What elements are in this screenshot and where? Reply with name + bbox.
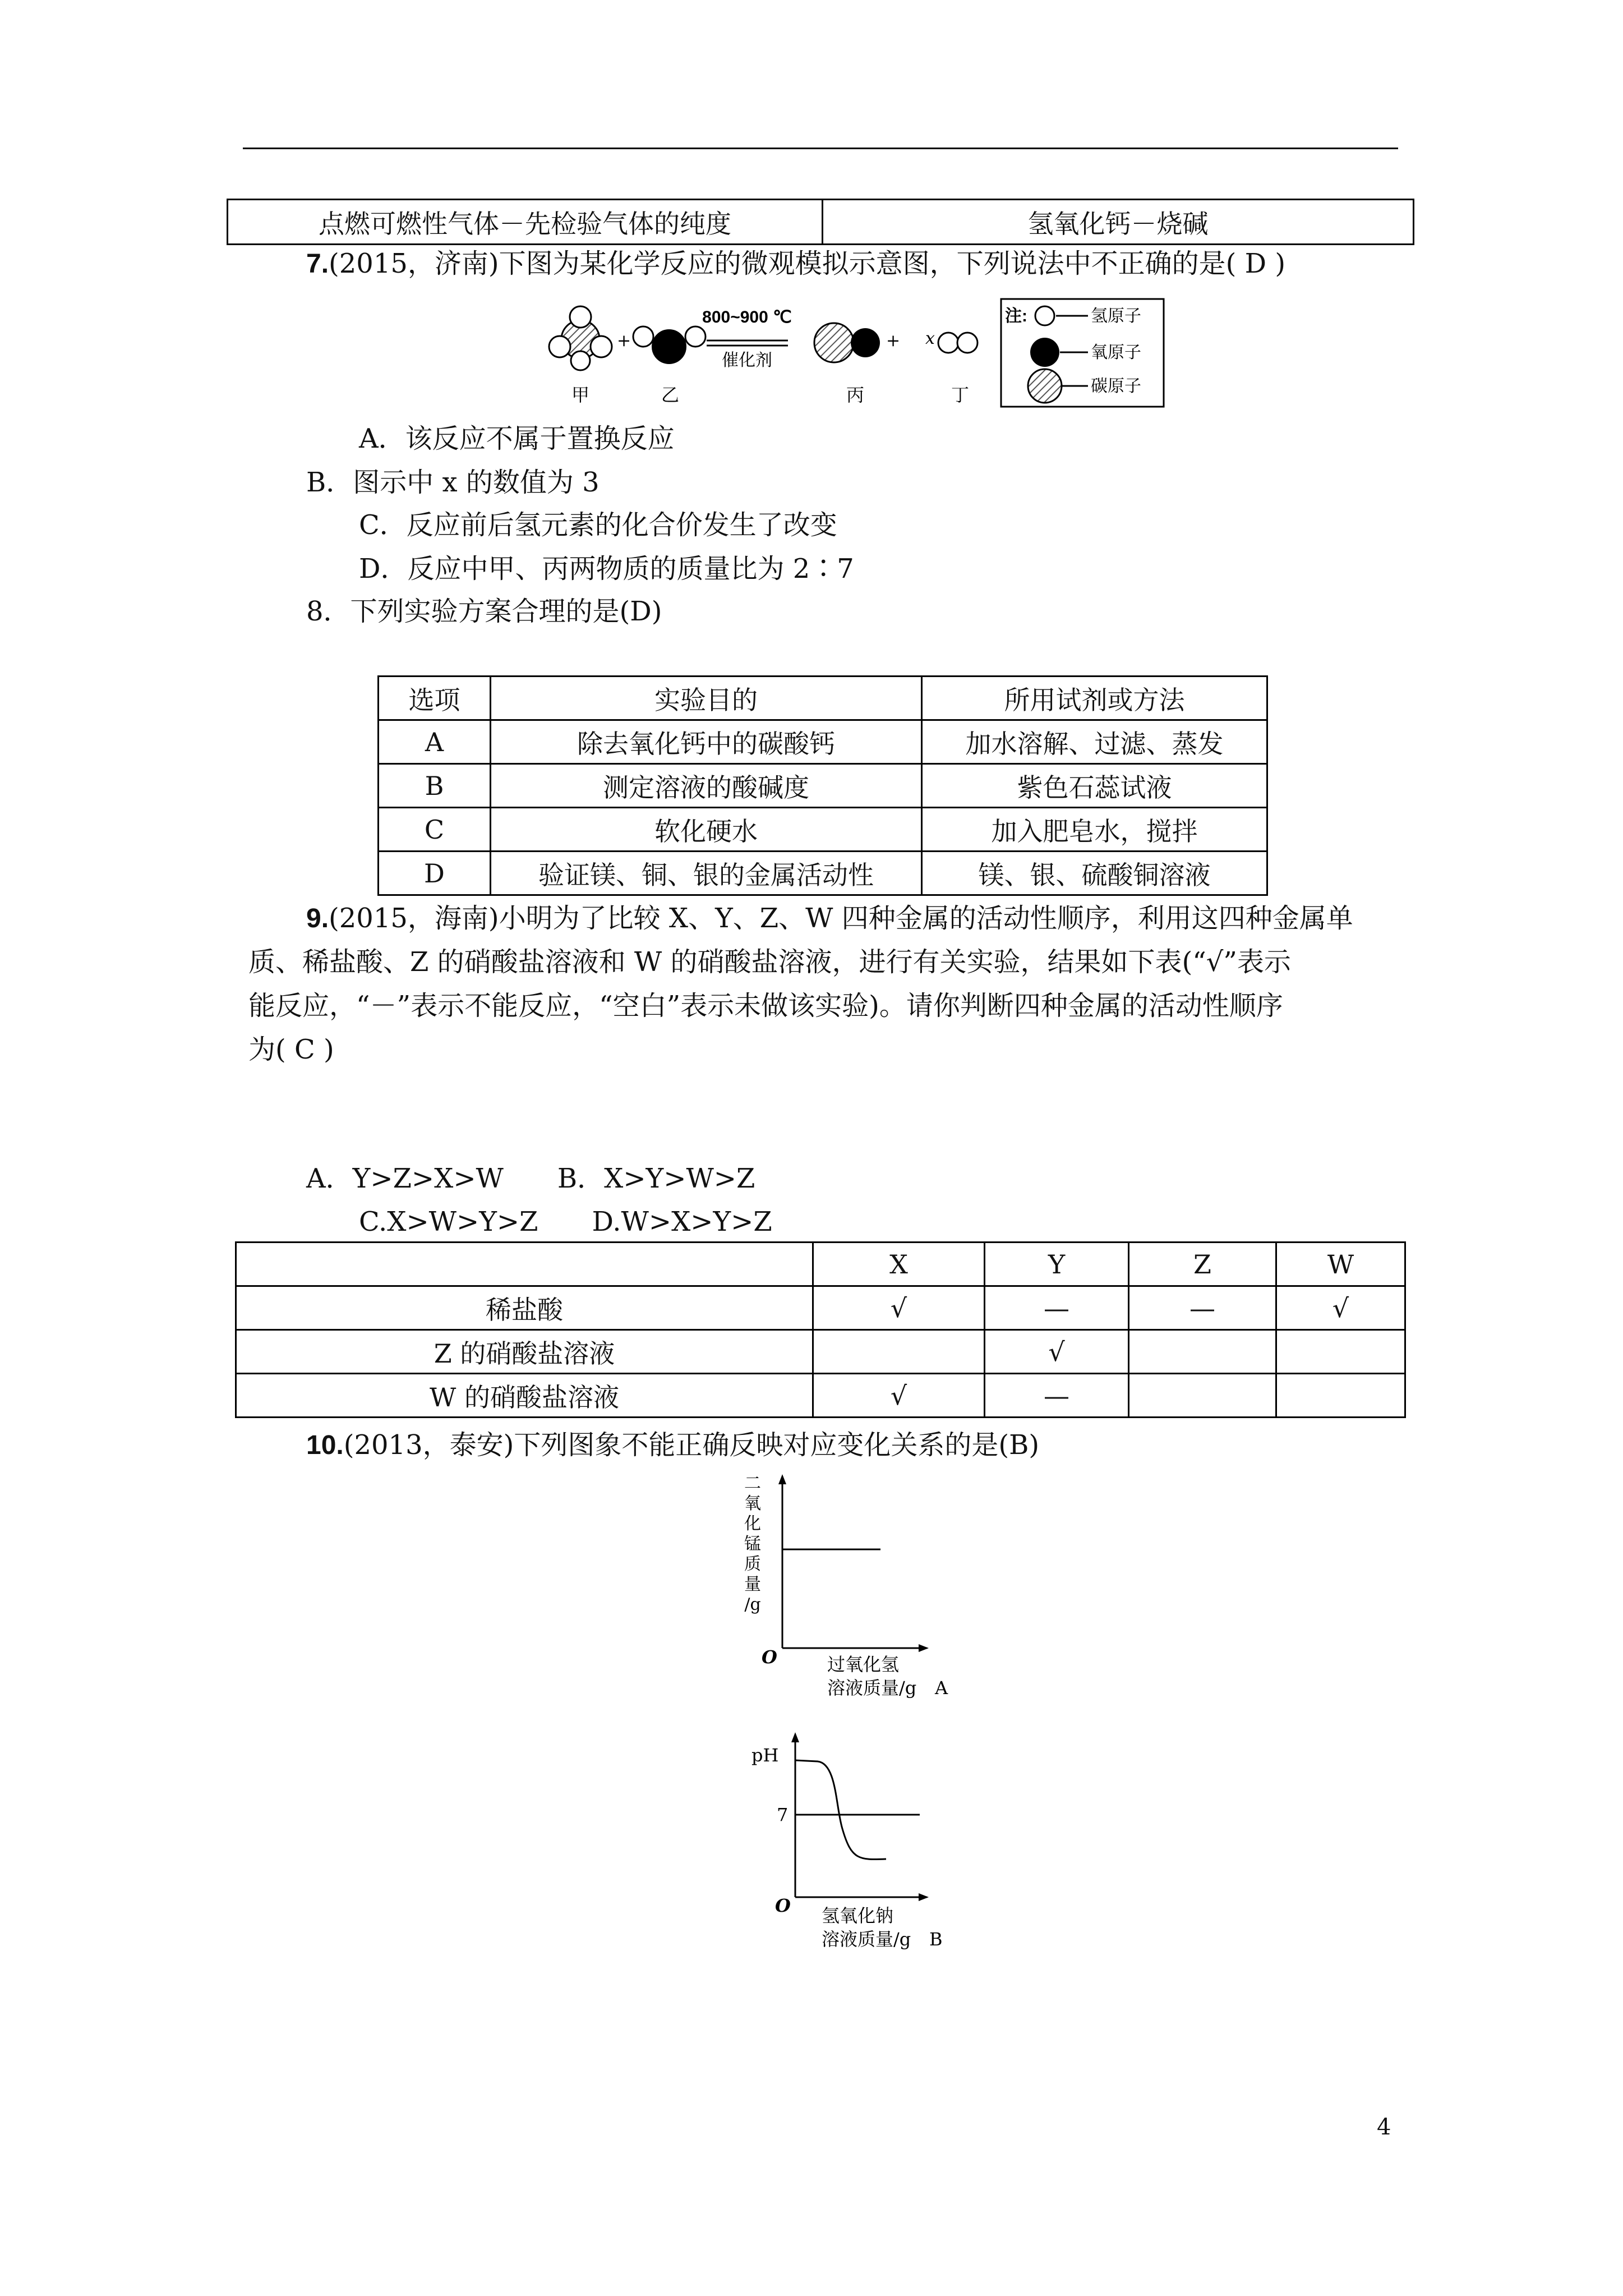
reaction-condition-bottom: 催化剂: [722, 351, 772, 370]
graph-a-ylabel: 量: [744, 1575, 761, 1594]
q9-header: X: [813, 1243, 985, 1286]
label-ding: 丁: [951, 384, 970, 406]
table-row: [236, 1374, 1405, 1418]
q9-line-2: 质、稀盐酸、Z 的硝酸盐溶液和 W 的硝酸盐溶液，进行有关实验，结果如下表(“√”表示: [248, 946, 1291, 978]
graph-a-ylabel: 质: [744, 1554, 761, 1574]
q9-cell: [1276, 1374, 1405, 1418]
graph-b: [751, 1728, 987, 1952]
header-rule: [243, 148, 1398, 149]
q9-header: Z: [1129, 1243, 1276, 1286]
q9-header: Y: [985, 1243, 1129, 1286]
q8-cell: 镁、银、硫酸铜溶液: [922, 852, 1267, 895]
table-row: [379, 764, 1267, 808]
graph-a-ylabel: 二: [744, 1474, 761, 1493]
q9-cell: [1129, 1330, 1276, 1374]
q9-cell: W 的硝酸盐溶液: [236, 1374, 813, 1418]
page-number: 4: [1377, 2114, 1391, 2140]
q8-cell: 除去氧化钙中的碳酸钙: [491, 720, 922, 764]
q7-text: (2015，济南)下图为某化学反应的微观模拟示意图，下列说法中不正确的是( D ): [329, 248, 1286, 279]
q9-cell: [1276, 1330, 1405, 1374]
q7-number: 7.: [306, 249, 329, 279]
q9-cell: √: [813, 1374, 985, 1418]
table-row: [379, 720, 1267, 764]
molecule-yi: [633, 326, 706, 364]
q9-cell: √: [1276, 1286, 1405, 1330]
reaction-condition-top: 800~900 ℃: [702, 308, 792, 326]
q7-option-a: A．该反应不属于置换反应: [359, 423, 675, 454]
q9-cell: —: [985, 1286, 1129, 1330]
graph-a-ylabel: 氧: [744, 1494, 761, 1513]
q8-stem: 8．下列实验方案合理的是(D): [306, 596, 662, 627]
q10-stem: [306, 1428, 1039, 1462]
svg-text:+: +: [617, 331, 631, 351]
table-row: [379, 808, 1267, 852]
table-row: [379, 852, 1267, 895]
q8-table: [377, 675, 1268, 896]
q8-cell: 验证镁、铜、银的金属活动性: [491, 852, 922, 895]
graph-b-tick: 7: [777, 1804, 789, 1825]
top-table: [227, 199, 1414, 245]
q8-cell: C: [379, 808, 491, 852]
q8-cell: D: [379, 852, 491, 895]
q8-cell: 加入肥皂水，搅拌: [922, 808, 1267, 852]
graph-b-tag: B: [929, 1929, 943, 1950]
top-table-cell: 点燃可燃性气体－先检验气体的纯度: [228, 200, 823, 245]
q10-text: (2013，泰安)下列图象不能正确反映对应变化关系的是(B): [343, 1429, 1040, 1461]
q9-options-2: C.X>W>Y>Z D.W>X>Y>Z: [359, 1206, 772, 1237]
q9-line-4: 为( C ): [248, 1034, 334, 1065]
top-table-cell: 氢氧化钙－烧碱: [823, 200, 1414, 245]
x-label: x: [925, 329, 935, 348]
q7-option-c: C．反应前后氢元素的化合价发生了改变: [359, 509, 837, 541]
table-row: [236, 1286, 1405, 1330]
q9-text: (2015，海南)小明为了比较 X、Y、Z、W 四种金属的活动性顺序，利用这四种金属单: [329, 903, 1353, 934]
q9-options-1: A．Y>Z>X>W B．X>Y>W>Z: [306, 1163, 755, 1194]
svg-text:+: +: [886, 331, 901, 351]
q8-cell: B: [379, 764, 491, 808]
q8-header: 所用试剂或方法: [922, 677, 1267, 720]
graph-a-xlabel: 溶液质量/g: [827, 1677, 917, 1699]
q9-cell: √: [985, 1330, 1129, 1374]
label-yi: 乙: [661, 384, 680, 406]
q7-stem: [306, 247, 1285, 281]
legend-oxygen: 氧原子: [1091, 343, 1141, 362]
q7-reaction-diagram: [533, 295, 1178, 415]
q9-cell: 稀盐酸: [236, 1286, 813, 1330]
q8-header: 选项: [379, 677, 491, 720]
q8-cell: 加水溶解、过滤、蒸发: [922, 720, 1267, 764]
q9-cell: Z 的硝酸盐溶液: [236, 1330, 813, 1374]
q9-cell: [813, 1330, 985, 1374]
q7-option-d: D．反应中甲、丙两物质的质量比为 2∶7: [359, 553, 854, 585]
legend-prefix: 注:: [1005, 307, 1027, 325]
graph-b-ylabel: pH: [751, 1745, 779, 1766]
molecule-bing: [814, 323, 880, 362]
graph-a-ylabel: 化: [744, 1514, 761, 1534]
q10-number: 10.: [306, 1430, 344, 1460]
molecule-ding: [938, 333, 978, 353]
graph-b-xlabel: 溶液质量/g: [822, 1929, 911, 1950]
graph-a-xlabel: 过氧化氢: [827, 1654, 900, 1675]
q8-header: 实验目的: [491, 677, 922, 720]
graph-b-xlabel: 氢氧化钠: [822, 1905, 894, 1926]
q9-number: 9.: [306, 904, 329, 933]
graph-a-ylabel: /g: [744, 1595, 761, 1614]
legend-hydrogen: 氢原子: [1091, 306, 1141, 326]
molecule-jia: [549, 306, 612, 370]
q8-cell: 软化硬水: [491, 808, 922, 852]
q9-header: W: [1276, 1243, 1405, 1286]
q8-cell: 紫色石蕊试液: [922, 764, 1267, 808]
q9-cell: —: [985, 1374, 1129, 1418]
graph-a-ylabel: 锰: [744, 1534, 761, 1554]
label-bing: 丙: [846, 384, 865, 406]
legend-carbon: 碳原子: [1091, 376, 1141, 396]
q9-line-1: [306, 901, 1353, 936]
q9-table: [235, 1241, 1406, 1418]
graph-a-origin: O: [762, 1646, 777, 1668]
q8-cell: A: [379, 720, 491, 764]
q9-line-3: 能反应，“－”表示不能反应，“空白”表示未做该实验)。请你判断四种金属的活动性顺序: [248, 990, 1283, 1022]
graph-b-origin: O: [775, 1895, 791, 1916]
diagram-legend: [1001, 299, 1164, 407]
table-row: [236, 1330, 1405, 1374]
q9-cell: —: [1129, 1286, 1276, 1330]
q9-header: [236, 1243, 813, 1286]
graph-a: [740, 1470, 976, 1705]
q8-cell: 测定溶液的酸碱度: [491, 764, 922, 808]
q9-cell: √: [813, 1286, 985, 1330]
graph-a-tag: A: [935, 1677, 948, 1699]
q9-cell: [1129, 1374, 1276, 1418]
graph-b-curve: [795, 1760, 886, 1860]
label-jia: 甲: [571, 384, 590, 406]
q7-option-b: B．图示中 x 的数值为 3: [306, 467, 600, 498]
